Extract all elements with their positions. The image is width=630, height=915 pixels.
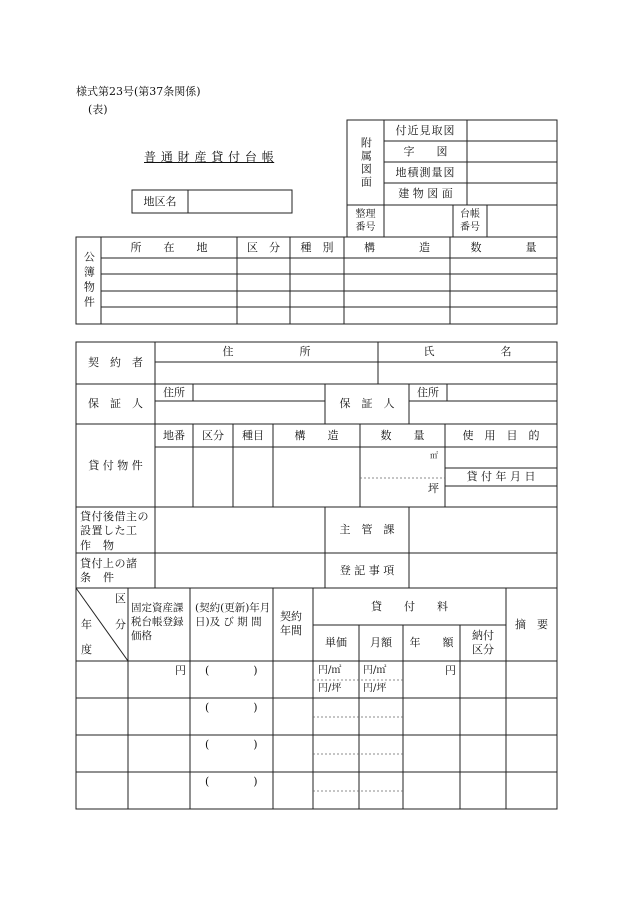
unit-tsubo: 坪 (428, 482, 439, 495)
row1-unit-tsubo: 円/坪 (318, 683, 342, 694)
col-annual: 年 額 (409, 636, 454, 650)
koubo-label (76, 237, 101, 324)
koubo-header-type: 種 別 (300, 240, 334, 254)
row4-paren: ( ) (205, 775, 258, 788)
prop-header-lot: 地番 (163, 428, 185, 442)
col-contract-years: 契約年間 (280, 610, 302, 638)
row1-monthly-tsubo: 円/坪 (363, 683, 387, 694)
lease-date-label: 貸 付 年 月 日 (466, 470, 536, 484)
col-monthly: 月額 (370, 636, 392, 650)
form-number: 様式第23号(第37条関係) (76, 85, 201, 98)
attached-drawings-text: 附属図面 (359, 136, 373, 189)
prop-header-category: 種目 (242, 428, 264, 442)
guarantor-label: 保 証 人 (88, 397, 143, 411)
corner-bun: 分 (115, 618, 126, 631)
koubo-header-quantity: 数 量 (470, 240, 537, 254)
unit-m2: ㎡ (430, 451, 438, 460)
contractor-label: 契 約 者 (88, 356, 143, 370)
row3-paren: ( ) (205, 738, 258, 751)
prop-header-division: 区分 (202, 428, 224, 442)
corner-ku: 区 (115, 592, 126, 605)
guarantor2-label: 保 証 人 (339, 397, 395, 411)
prop-header-purpose: 使 用 目 的 (462, 428, 540, 442)
koubo-text: 公簿物件 (82, 250, 96, 311)
guarantor2-address-label: 住所 (417, 385, 439, 399)
attached-item-2: 字 図 (403, 144, 448, 158)
corner-nen: 年 (81, 618, 92, 631)
daicho-number-label: 台帳番号 (460, 209, 480, 233)
koubo-header-division: 区 分 (247, 240, 280, 254)
conditions-label: 貸付上の諸 条 件 (80, 557, 149, 585)
col-summary: 摘 要 (515, 617, 548, 631)
region-field[interactable] (188, 190, 292, 213)
attached-item-1: 付近見取図 (395, 123, 456, 137)
attached-drawings-label (347, 120, 384, 205)
form-side: (表) (88, 103, 108, 116)
koubo-header-structure: 構 造 (364, 240, 430, 254)
page-title: 普 通 財 産 貸 付 台 帳 (144, 150, 275, 164)
prop-header-quantity: 数 量 (380, 428, 425, 442)
seiri-number-label: 整理番号 (355, 209, 376, 233)
col-payment-class: 納付区分 (472, 629, 494, 656)
row1-annual-yen: 円 (445, 664, 456, 677)
row1-monthly-m2: 円/㎡ (363, 665, 387, 676)
col-fee: 貸 付 料 (371, 599, 448, 613)
row2-paren: ( ) (205, 701, 258, 714)
row1-yen: 円 (175, 664, 186, 677)
contractor-name-header: 氏 名 (423, 345, 512, 359)
col-period: (契約(更新)年月日)及 び 期 間 (195, 602, 271, 629)
guarantor-address-label: 住所 (163, 385, 185, 399)
attached-item-3: 地積測量図 (395, 165, 456, 179)
row1-unit-m2: 円/㎡ (318, 665, 342, 676)
lease-property-label: 貸 付 物 件 (88, 458, 143, 472)
attached-item-4: 建 物 図 面 (398, 187, 453, 201)
corner-do: 度 (81, 643, 92, 656)
borrower-works-label: 貸付後借主の設置した工 作 物 (80, 510, 149, 552)
col-assessed-value: 固定資産課税台帳登録価格 (131, 602, 184, 643)
main-use-label: 主 管 課 (339, 523, 395, 537)
region-label: 地区名 (143, 194, 177, 208)
col-unit-price: 単価 (325, 636, 347, 650)
prop-header-structure: 構 造 (294, 428, 339, 442)
registry-label: 登 記 事 項 (339, 563, 395, 577)
koubo-header-location: 所 在 地 (130, 240, 208, 254)
contractor-address-header: 住 所 (222, 345, 311, 359)
row1-paren: ( ) (205, 664, 258, 677)
